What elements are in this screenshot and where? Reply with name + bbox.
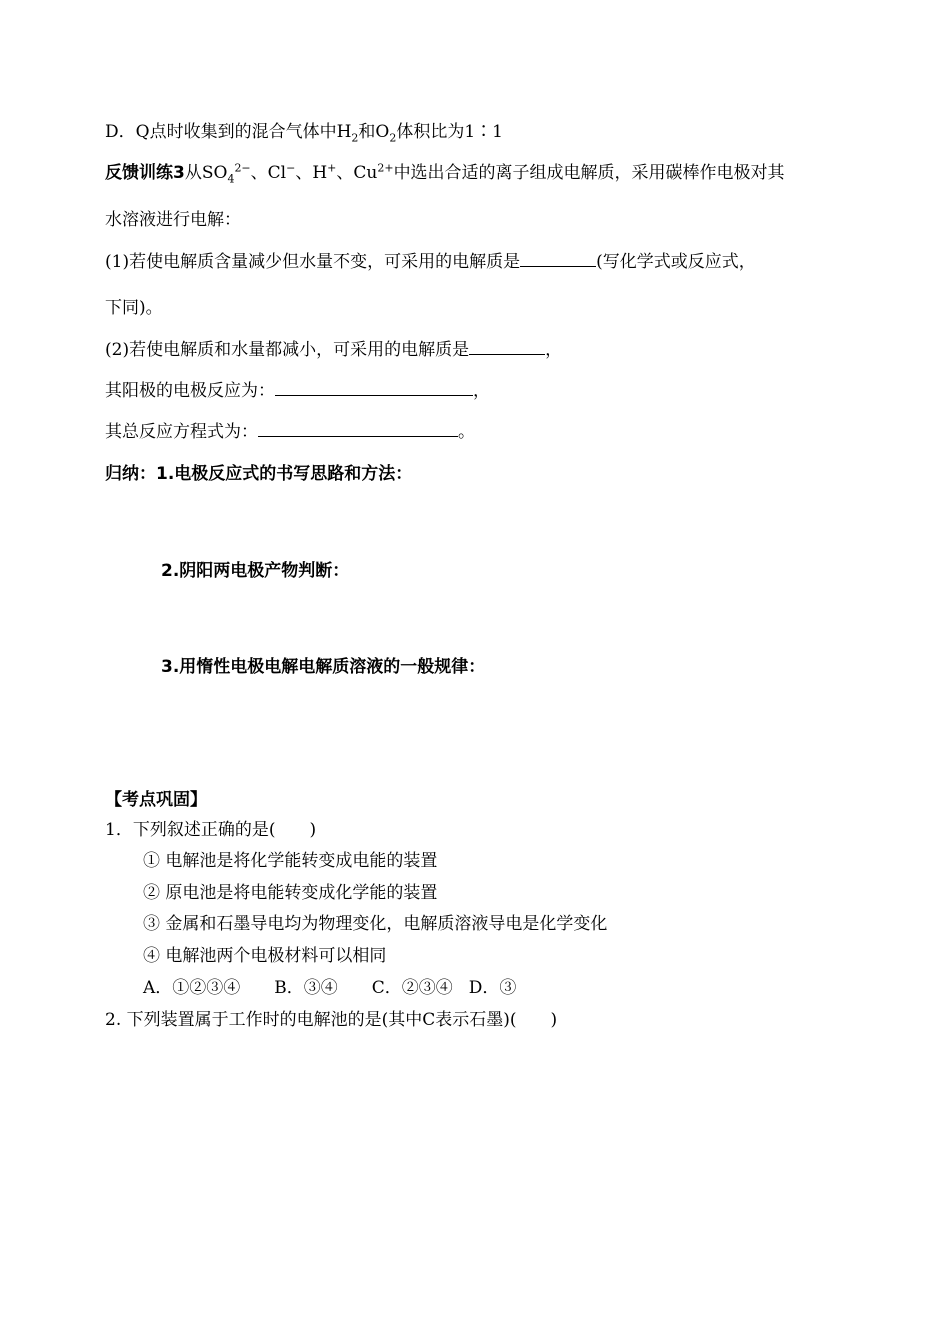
- question-1-options: [143, 977, 516, 999]
- q1-text-post: (写化学式或反应式，: [596, 252, 756, 272]
- summary-heading: 归纳：1.电极反应式的书写思路和方法：: [105, 464, 413, 484]
- option-d-text-pre: D．Q点时收集到的混合气体中H: [105, 122, 352, 142]
- cu-superscript: 2+: [377, 161, 394, 175]
- feedback3-q2-line: [105, 338, 562, 361]
- question-1-stem: 1．下列叙述正确的是( ): [105, 820, 317, 840]
- q1-answer-blank[interactable]: [520, 250, 596, 267]
- h-superscript: +: [327, 161, 337, 175]
- option-d-line: [105, 121, 503, 143]
- option-c[interactable]: C．②③④: [371, 978, 453, 998]
- feedback3-text-post: 中选出合适的离子组成电解质，采用碳棒作电极对其: [393, 163, 785, 183]
- q2-answer-blank[interactable]: [469, 338, 545, 355]
- anode-answer-blank[interactable]: [275, 379, 473, 396]
- summary-item-3: 3.用惰性电极电解电解质溶液的一般规律：: [161, 657, 486, 677]
- question-1-statement-1: ① 电解池是将化学能转变成电能的装置: [143, 851, 438, 871]
- q1-text-pre: (1)若使电解质含量减少但水量不变，可采用的电解质是: [105, 252, 521, 272]
- option-d-text-post: 体积比为1∶1: [396, 122, 503, 142]
- consolidate-heading: 【考点巩固】: [105, 790, 207, 810]
- feedback3-q1-line: [105, 250, 756, 273]
- q2-text-pre: (2)若使电解质和水量都减小，可采用的电解质是: [105, 340, 470, 360]
- feedback3-title: 反馈训练3: [105, 163, 185, 183]
- feedback3-text: 从SO: [184, 163, 228, 183]
- option-a[interactable]: A．①②③④: [143, 978, 241, 998]
- o2-subscript: 2: [389, 131, 397, 145]
- q2-text-post: ，: [545, 340, 563, 360]
- anode-text-post: ，: [473, 381, 490, 401]
- feedback3-q1-line2: 下同)。: [105, 298, 163, 318]
- question-1-statement-2: ② 原电池是将电能转变成化学能的装置: [143, 883, 438, 903]
- total-text-pre: 其总反应方程式为：: [105, 422, 258, 442]
- so4-superscript: 2−: [234, 161, 251, 175]
- total-text-post: 。: [458, 422, 475, 442]
- question-2-stem: 2. 下列装置属于工作时的电解池的是(其中C表示石墨)( ): [105, 1010, 558, 1030]
- total-reaction-line: [105, 420, 475, 443]
- question-1-statement-4: ④ 电解池两个电极材料可以相同: [143, 946, 387, 966]
- h2-subscript: 2: [351, 131, 359, 145]
- feedback3-intro-line: [105, 162, 785, 184]
- total-answer-blank[interactable]: [258, 420, 458, 437]
- anode-reaction-line: [105, 379, 490, 402]
- question-1-statement-3: ③ 金属和石墨导电均为物理变化，电解质溶液导电是化学变化: [143, 914, 608, 934]
- option-b[interactable]: B．③④: [274, 978, 338, 998]
- cl-superscript: −: [286, 161, 296, 175]
- feedback3-intro-line2: 水溶液进行电解：: [105, 210, 241, 230]
- option-d[interactable]: D．③: [468, 978, 517, 998]
- option-d-text-mid: 和O: [358, 122, 390, 142]
- cu-ion-text: 、Cu: [336, 163, 378, 183]
- summary-item-2: 2.阴阳两电极产物判断：: [161, 561, 350, 581]
- h-ion-text: 、H: [295, 163, 328, 183]
- anode-text-pre: 其阳极的电极反应为：: [105, 381, 275, 401]
- cl-ion-text: 、Cl: [250, 163, 287, 183]
- so4-subscript: 4: [227, 172, 235, 186]
